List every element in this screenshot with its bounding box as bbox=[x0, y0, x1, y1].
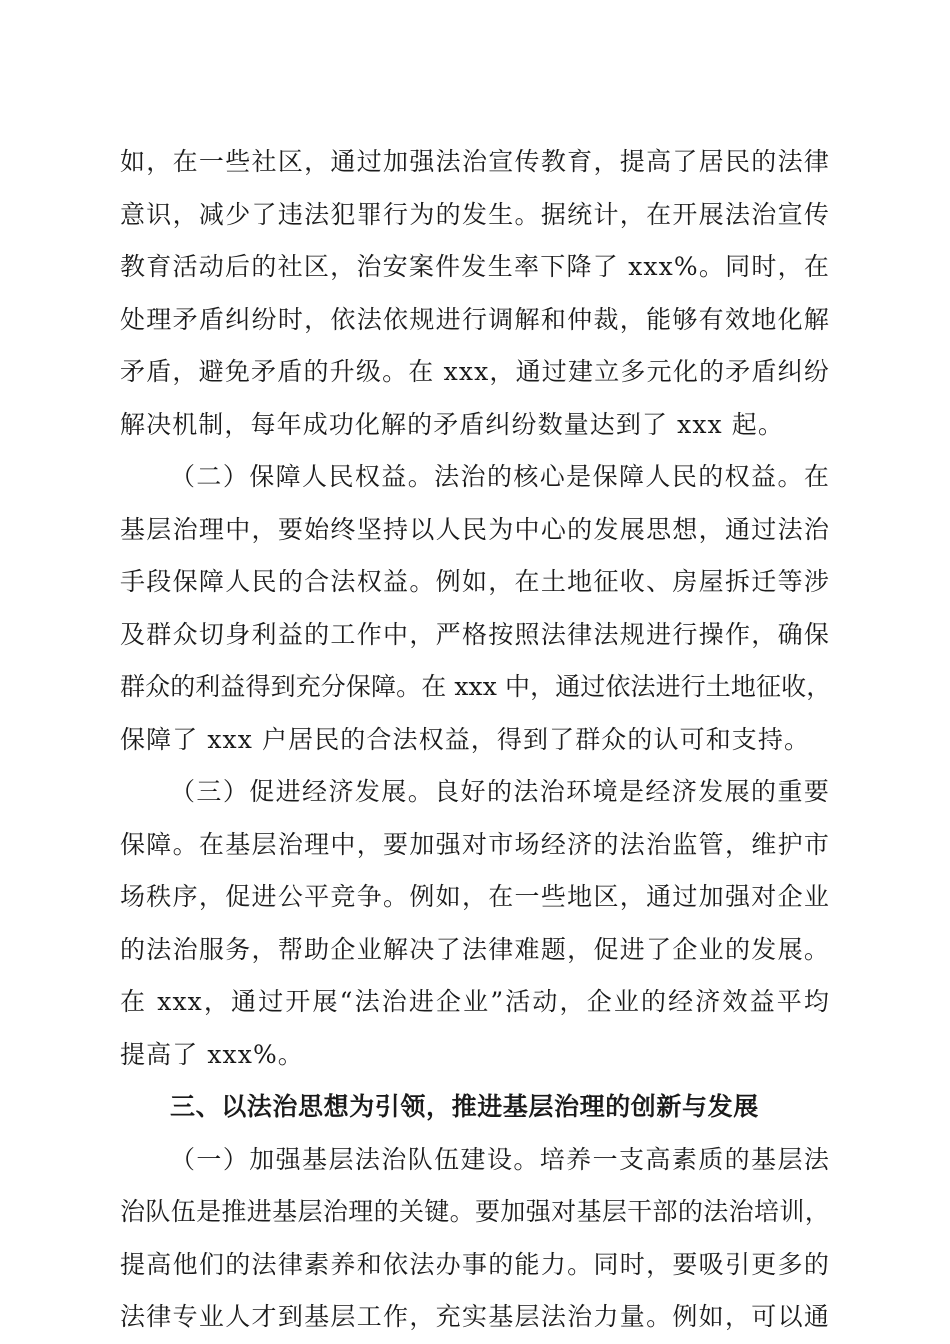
text-line: 的法治服务，帮助企业解决了法律难题，促进了企业的发展。 bbox=[120, 934, 830, 964]
text-line: （三）促进经济发展。良好的法治环境是经济发展的重要 bbox=[170, 777, 830, 806]
text-line: 矛盾，避免矛盾的升级。在 xxx，通过建立多元化的矛盾纠纷 bbox=[120, 357, 830, 386]
text-line: 在 xxx，通过开展“法治进企业”活动，企业的经济效益平均 bbox=[120, 987, 830, 1016]
text-line: 如，在一些社区，通过加强法治宣传教育，提高了居民的法律 bbox=[120, 147, 830, 176]
text-line: 意识，减少了违法犯罪行为的发生。据统计，在开展法治宣传 bbox=[120, 199, 830, 229]
body-text bbox=[120, 136, 830, 1344]
text-line: 提高了 xxx%。 bbox=[120, 1039, 304, 1069]
text-line: 法律专业人才到基层工作，充实基层法治力量。例如，可以通 bbox=[120, 1302, 830, 1331]
section-heading: 三、以法治思想为引领，推进基层治理的创新与发展 bbox=[170, 1092, 759, 1121]
text-line: 群众的利益得到充分保障。在 xxx 中，通过依法进行土地征收， bbox=[120, 672, 832, 701]
text-line: 解决机制，每年成功化解的矛盾纠纷数量达到了 xxx 起。 bbox=[120, 409, 784, 439]
text-line: 手段保障人民的合法权益。例如，在土地征收、房屋拆迁等涉 bbox=[120, 567, 830, 596]
text-line: 治队伍是推进基层治理的关键。要加强对基层干部的法治培训， bbox=[120, 1197, 830, 1226]
text-line: （一）加强基层法治队伍建设。培养一支高素质的基层法 bbox=[170, 1144, 830, 1174]
text-line: 提高他们的法律素养和依法办事的能力。同时，要吸引更多的 bbox=[120, 1249, 830, 1279]
text-line: 保障了 xxx 户居民的合法权益，得到了群众的认可和支持。 bbox=[120, 724, 811, 754]
text-line: 处理矛盾纠纷时，依法依规进行调解和仲裁，能够有效地化解 bbox=[120, 304, 830, 334]
text-line: （二）保障人民权益。法治的核心是保障人民的权益。在 bbox=[170, 462, 830, 491]
text-line: 保障。在基层治理中，要加强对市场经济的法治监管，维护市 bbox=[120, 829, 830, 859]
text-line: 教育活动后的社区，治安案件发生率下降了 xxx%。同时，在 bbox=[120, 252, 830, 281]
text-line: 基层治理中，要始终坚持以人民为中心的发展思想，通过法治 bbox=[120, 514, 830, 544]
text-line: 场秩序，促进公平竞争。例如，在一些地区，通过加强对企业 bbox=[120, 882, 830, 911]
text-line: 及群众切身利益的工作中，严格按照法律法规进行操作，确保 bbox=[120, 619, 830, 649]
